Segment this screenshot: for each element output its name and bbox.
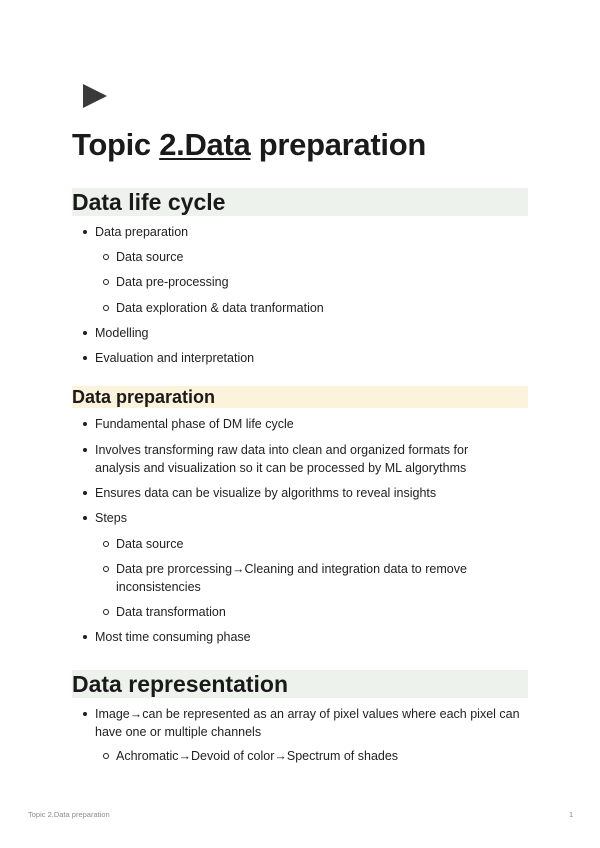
- bullet-circle: [103, 279, 109, 285]
- list-item: [95, 484, 515, 502]
- list-item-text: Data pre-processing: [116, 275, 229, 289]
- title-link[interactable]: 2.Data: [159, 127, 251, 162]
- bullet-circle: [103, 609, 109, 615]
- play-icon: [82, 83, 108, 109]
- list-item-text: Data exploration & data tranformation: [116, 301, 324, 315]
- footer-page-number: 1: [569, 810, 574, 819]
- bullet-dot: [83, 635, 87, 639]
- list-item: [95, 509, 515, 527]
- list-item: [116, 299, 516, 317]
- footer-title: Topic 2.Data preparation: [28, 810, 110, 819]
- list-item: [116, 535, 516, 553]
- heading-data-life-cycle: Data life cycle: [72, 188, 528, 216]
- list-item: [116, 560, 486, 596]
- list-item-text: Most time consuming phase: [95, 630, 251, 644]
- list-item: [95, 441, 515, 477]
- bullet-dot: [83, 516, 87, 520]
- title-prefix: Topic: [72, 127, 160, 162]
- page-title: [72, 127, 426, 163]
- heading-data-preparation: Data preparation: [72, 386, 528, 408]
- list-item: [116, 747, 516, 765]
- bullet-circle: [103, 305, 109, 311]
- list-item-text: Data transformation: [116, 605, 226, 619]
- list-item: [95, 628, 515, 646]
- list-item-text: Fundamental phase of DM life cycle: [95, 417, 294, 431]
- list-item: [116, 248, 516, 266]
- list-item-text: Involves transforming raw data into clean and organized formats for analysis and visualization so it can be processed by ML algorythms: [95, 443, 469, 475]
- list-item: [116, 273, 516, 291]
- bullet-circle: [103, 541, 109, 547]
- list-item-text: Ensures data can be visualize by algorithms to reveal insights: [95, 486, 437, 500]
- list-item: [95, 223, 515, 241]
- bullet-dot: [83, 712, 87, 716]
- bullet-dot: [83, 356, 87, 360]
- bullet-dot: [83, 448, 87, 452]
- bullet-dot: [83, 331, 87, 335]
- bullet-circle: [103, 753, 109, 759]
- list-item-text: Image→can be represented as an array of pixel values where each pixel can have one or multiple channels: [95, 707, 520, 739]
- bullet-circle: [103, 254, 109, 260]
- list-item-text: Evaluation and interpretation: [95, 351, 255, 365]
- list-item-text: Data source: [116, 250, 184, 264]
- bullet-dot: [83, 230, 87, 234]
- list-item-text: Data source: [116, 537, 184, 551]
- list-item: [95, 324, 515, 342]
- bullet-dot: [83, 491, 87, 495]
- title-suffix: preparation: [250, 127, 426, 162]
- list-item: [95, 705, 520, 741]
- heading-data-representation: Data representation: [72, 670, 528, 698]
- bullet-dot: [83, 422, 87, 426]
- list-item-text: Steps: [95, 511, 127, 525]
- list-item: [116, 603, 516, 621]
- list-item-text: Modelling: [95, 326, 149, 340]
- list-item-text: Data pre prorcessing→Cleaning and integration data to remove inconsistencies: [116, 562, 467, 594]
- list-item: [95, 349, 515, 367]
- list-item-text: Achromatic→Devoid of color→Spectrum of shades: [116, 749, 399, 763]
- bullet-circle: [103, 566, 109, 572]
- list-item: [95, 415, 515, 433]
- list-item-text: Data preparation: [95, 225, 189, 239]
